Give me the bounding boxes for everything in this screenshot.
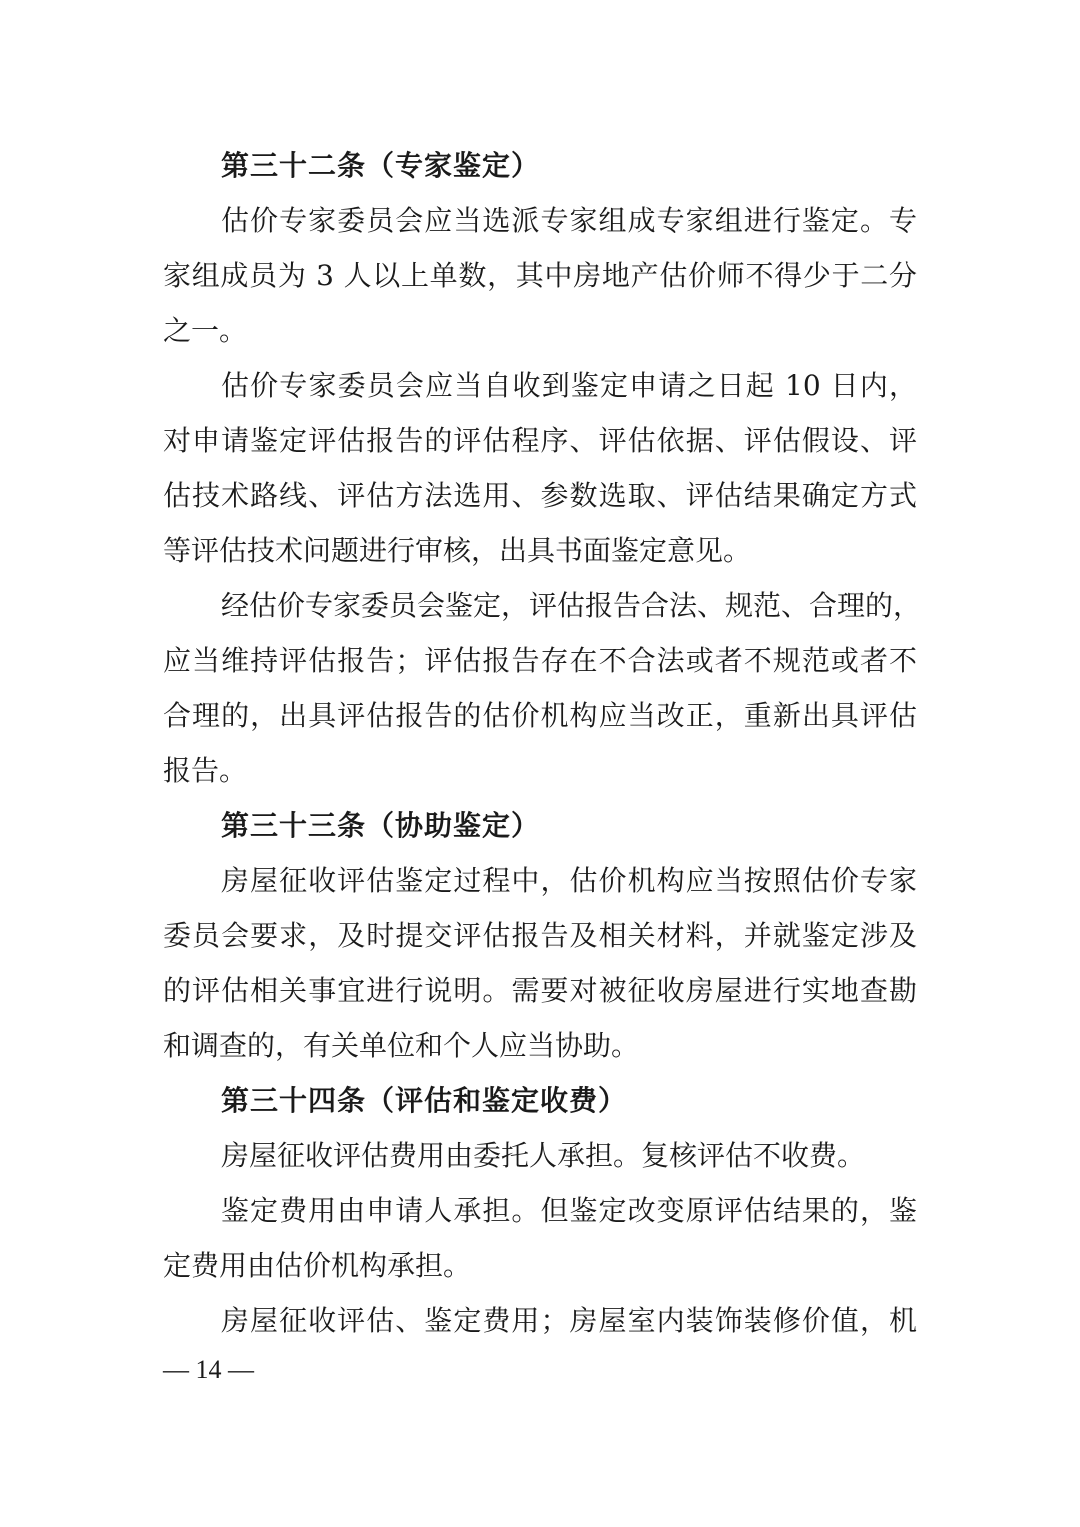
page-number: — 14 — — [163, 1355, 254, 1384]
article-33-heading: 第三十三条（协助鉴定） — [221, 809, 541, 842]
article-34-p3-line-1: 房屋征收评估、鉴定费用；房屋室内装饰装修价值，机 — [221, 1304, 917, 1337]
article-32-p2-line-3: 估技术路线、评估方法选用、参数选取、评估结果确定方式 — [163, 479, 917, 512]
article-33-p1-line-4: 和调查的，有关单位和个人应当协助。 — [163, 1029, 640, 1062]
article-34-p2-line-2: 定费用由估价机构承担。 — [163, 1249, 472, 1282]
article-32-p2-line-2: 对申请鉴定评估报告的评估程序、评估依据、评估假设、评 — [163, 424, 917, 457]
article-32-p3-line-4: 报告。 — [163, 754, 248, 787]
article-32-p1-line-1: 估价专家委员会应当选派专家组成专家组进行鉴定。专 — [221, 204, 917, 237]
article-32-p3-line-1: 经估价专家委员会鉴定，评估报告合法、规范、合理的， — [221, 589, 922, 622]
article-32-p2-line-1: 估价专家委员会应当自收到鉴定申请之日起 10 日内， — [221, 369, 917, 402]
article-34-p2-line-1: 鉴定费用由申请人承担。但鉴定改变原评估结果的，鉴 — [221, 1194, 917, 1227]
article-33-p1-line-2: 委员会要求，及时提交评估报告及相关材料，并就鉴定涉及 — [163, 919, 917, 952]
article-32-p1-line-2: 家组成员为 3 人以上单数，其中房地产估价师不得少于二分 — [163, 259, 917, 292]
article-32-p3-line-3: 合理的，出具评估报告的估价机构应当改正，重新出具评估 — [163, 699, 917, 732]
article-33-p1-line-1: 房屋征收评估鉴定过程中，估价机构应当按照估价专家 — [221, 864, 917, 897]
article-33-p1-line-3: 的评估相关事宜进行说明。需要对被征收房屋进行实地查勘 — [163, 974, 917, 1007]
article-32-p2-line-4: 等评估技术问题进行审核，出具书面鉴定意见。 — [163, 534, 752, 567]
article-34-p1-line-1: 房屋征收评估费用由委托人承担。复核评估不收费。 — [221, 1139, 866, 1172]
article-32-p3-line-2: 应当维持评估报告；评估报告存在不合法或者不规范或者不 — [163, 644, 917, 677]
article-34-heading: 第三十四条（评估和鉴定收费） — [221, 1084, 628, 1117]
article-32-heading: 第三十二条（专家鉴定） — [221, 149, 541, 182]
article-32-p1-line-3: 之一。 — [163, 314, 248, 347]
